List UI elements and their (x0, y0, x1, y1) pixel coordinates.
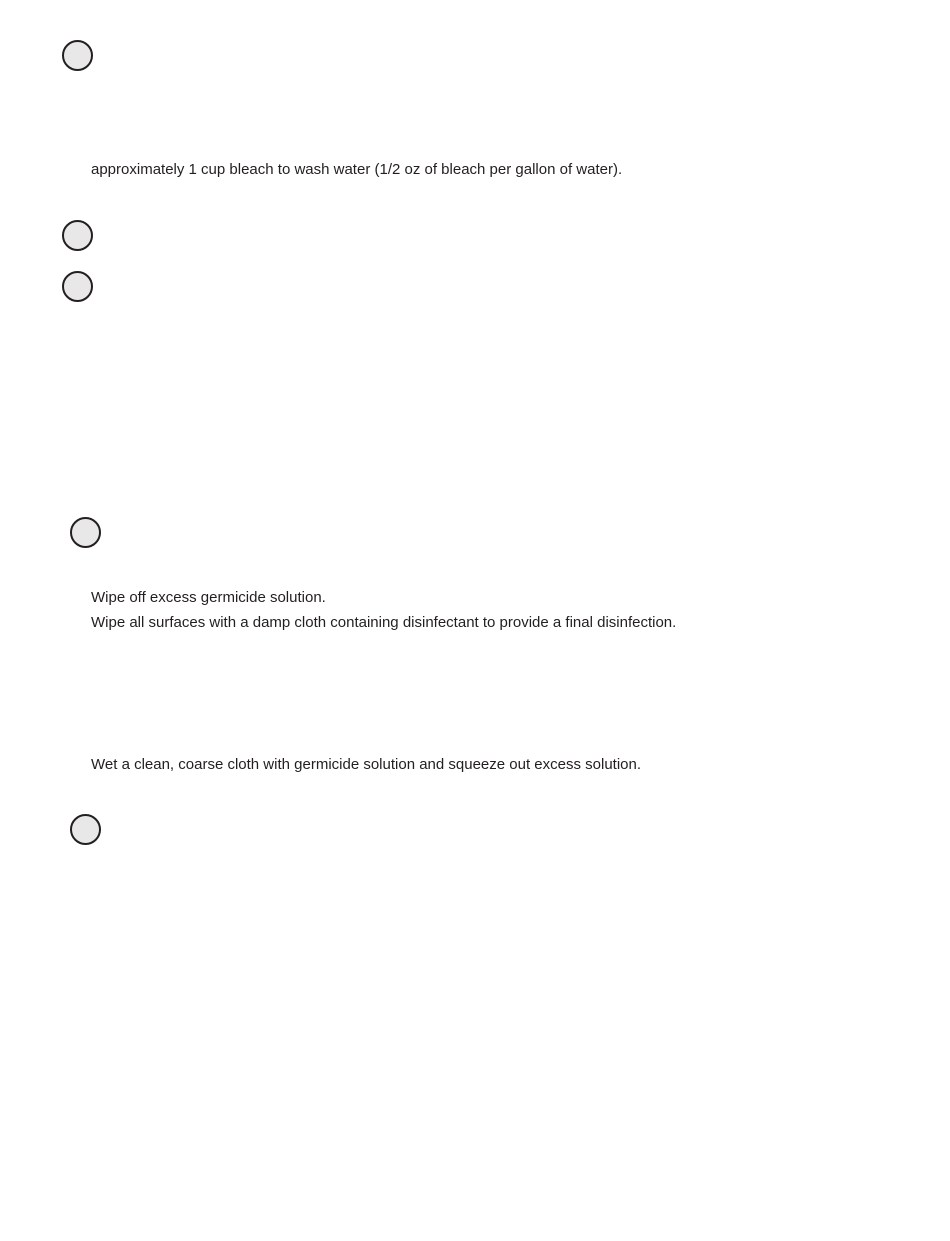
step-circle-icon (70, 814, 101, 845)
step-circle-icon (62, 271, 93, 302)
step-circle-icon (62, 220, 93, 251)
final-disinfection-text: Wipe all surfaces with a damp cloth containing disinfectant to provide a final disinfection. (91, 614, 677, 631)
step-circle-icon (70, 517, 101, 548)
wet-cloth-text: Wet a clean, coarse cloth with germicide solution and squeeze out excess solution. (91, 756, 642, 773)
step-circle-icon (62, 40, 93, 71)
bleach-ratio-text: approximately 1 cup bleach to wash water (1/2 oz of bleach per gallon of water). (91, 161, 623, 178)
wipe-excess-text: Wipe off excess germicide solution. (91, 589, 326, 606)
